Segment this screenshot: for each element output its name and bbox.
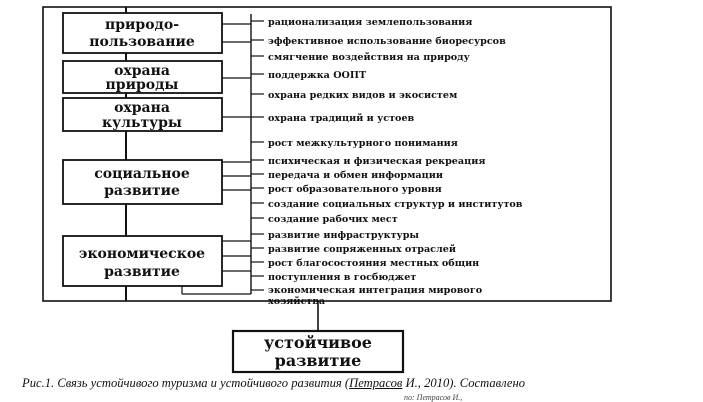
item-label: хозяйства <box>268 296 326 307</box>
category-label-line: природы <box>105 77 179 93</box>
item-label: рост образовательного уровня <box>268 184 442 195</box>
category-label-line: пользование <box>89 34 195 50</box>
item-label: поступления в госбюджет <box>268 272 417 283</box>
category-label-line: развитие <box>104 183 180 199</box>
category-box-nature-use <box>63 13 222 53</box>
item-label: передача и обмен информации <box>268 170 443 181</box>
item-label: развитие сопряженных отраслей <box>268 244 456 255</box>
category-box-social-development <box>63 160 222 204</box>
result-box <box>233 331 403 372</box>
item-label: экономическая интеграция мирового <box>268 285 483 296</box>
item-ticks <box>251 21 264 290</box>
category-box-culture-protection <box>63 98 222 131</box>
category-label-line: охрана <box>114 63 170 79</box>
item-label: рационализация землепользования <box>268 17 473 28</box>
category-label-line: культуры <box>102 115 182 131</box>
item-label: создание рабочих мест <box>268 214 398 225</box>
item-label: поддержка ООПТ <box>268 70 367 81</box>
item-label: психическая и физическая рекреация <box>268 156 486 167</box>
category-label-line: социальное <box>94 166 190 182</box>
caption-part2: И., 2010). Составлено <box>402 376 526 390</box>
item-label: создание социальных структур и институтов <box>268 199 523 210</box>
result-label-line: развитие <box>274 351 362 370</box>
figure-caption <box>22 376 682 391</box>
item-label: рост благосостояния местных общин <box>268 258 480 269</box>
item-labels <box>268 17 523 307</box>
item-label: смягчение воздействия на природу <box>268 52 470 63</box>
result-label-line: устойчивое <box>264 333 372 352</box>
item-label: рост межкультурного понимания <box>268 138 458 149</box>
item-label: охрана традиций и устоев <box>268 113 415 124</box>
caption-part1: Рис.1. Связь устойчивого туризма и устойчивого развития ( <box>22 376 350 390</box>
category-label-line: развитие <box>104 264 180 280</box>
item-label: эффективное использование биоресурсов <box>268 36 506 47</box>
category-label-line: экономическое <box>78 246 206 262</box>
item-label: развитие инфраструктуры <box>268 230 420 241</box>
category-label-line: охрана <box>114 100 170 116</box>
caption-author: Петрасов <box>349 376 403 390</box>
caption-continuation: по: Петрасов И., <box>404 393 463 402</box>
item-label: охрана редких видов и экосистем <box>268 90 458 101</box>
category-box-nature-protection <box>63 61 222 93</box>
category-box-economic-development <box>63 236 222 286</box>
category-label-line: природо- <box>104 17 180 33</box>
